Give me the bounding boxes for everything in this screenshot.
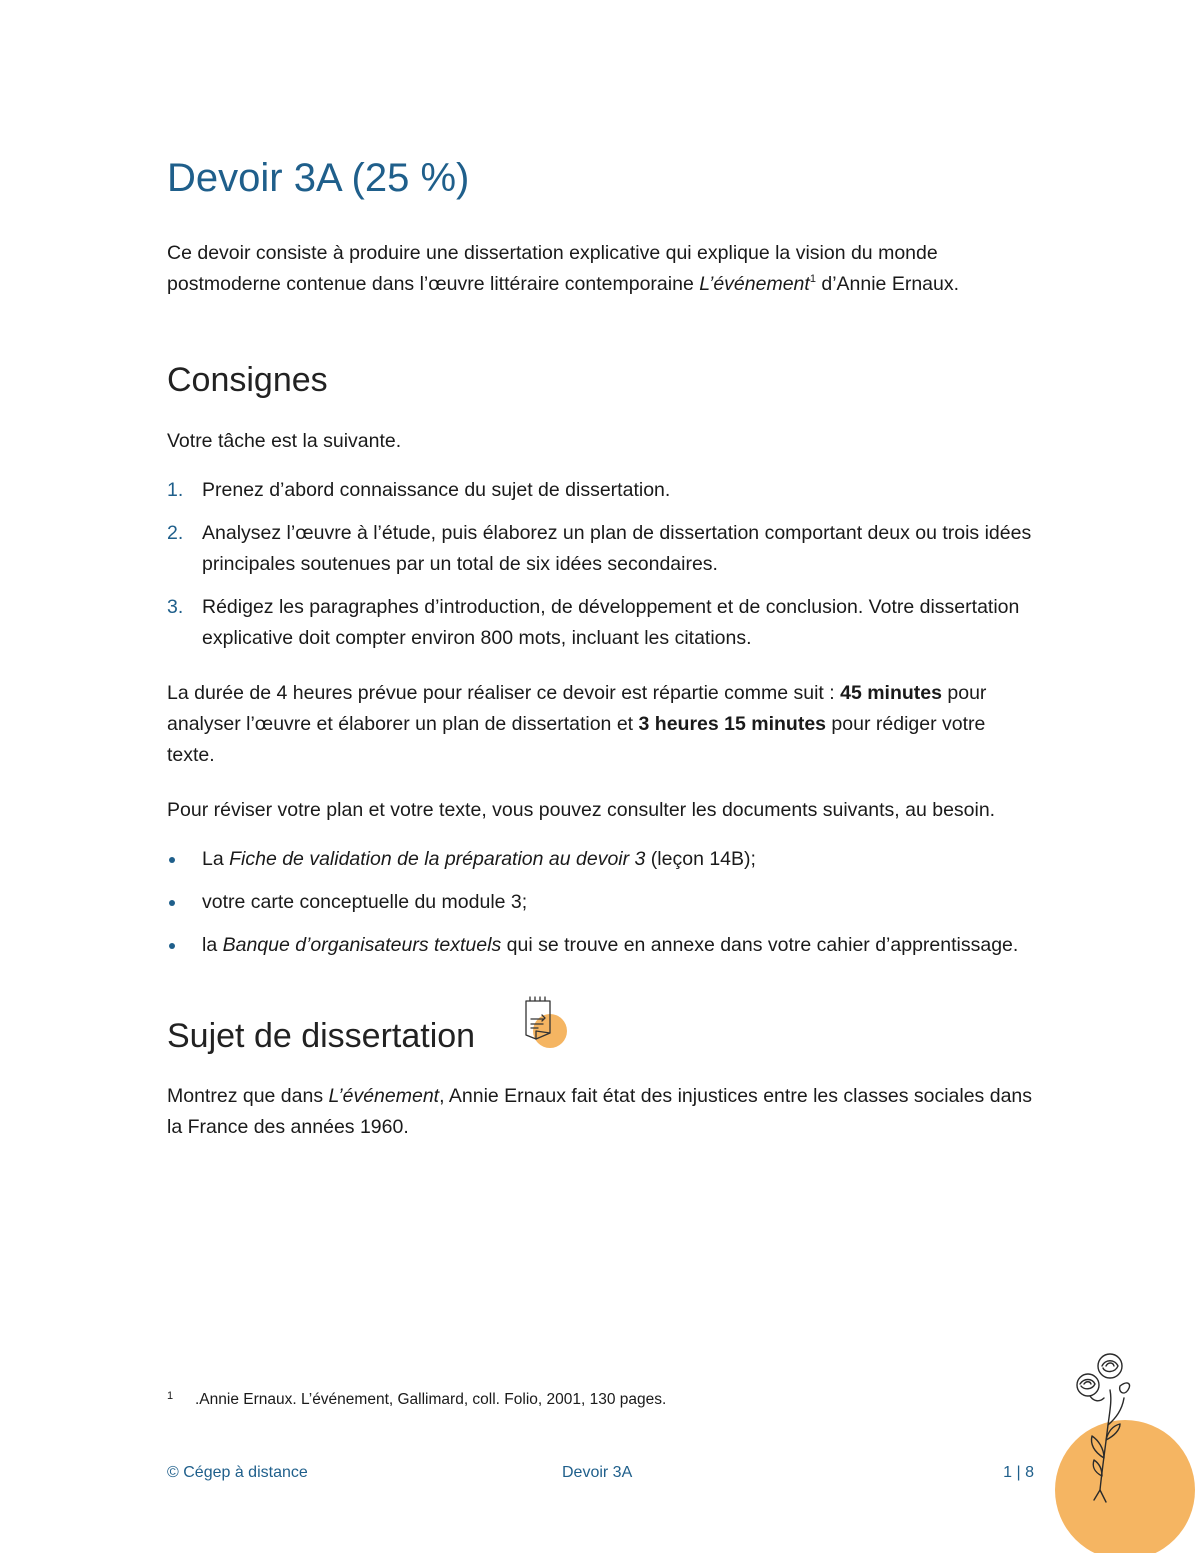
bullet-icon (169, 943, 175, 949)
step-number: 3. (167, 596, 184, 618)
document-content (167, 150, 1037, 1143)
bullet-icon (169, 900, 175, 906)
step-text: Rédigez les paragraphes d’introduction, de développement et de conclusion. Votre dissertation explicative doit compter environ 800 mots, incluant les citations. (202, 596, 1020, 649)
steps-list (167, 475, 1037, 654)
step-number: 1. (167, 479, 184, 501)
footer-page-number: 1 | 8 (1003, 1464, 1034, 1481)
step-item (167, 475, 1037, 506)
step-text: Prenez d’abord connaissance du sujet de dissertation. (202, 479, 671, 501)
review-lead: Pour réviser votre plan et votre texte, vous pouvez consulter les documents suivants, au besoin. (167, 799, 996, 821)
flower-decoration (1050, 1340, 1200, 1553)
sujet-paragraph: Montrez que dans L’événement, Annie Ernaux fait état des injustices entre les classes sociales dans la France des années 1960. (167, 1085, 1033, 1138)
intro-paragraph: Ce devoir consiste à produire une dissertation explicative qui explique la vision du monde postmoderne contenue dans l’œuvre littéraire contemporaine L’événement$^1$ d’Annie Ernaux. (167, 242, 960, 295)
footer-doc-title: Devoir 3A (562, 1464, 633, 1481)
bullet-icon (169, 857, 175, 863)
sujet-heading: Sujet de dissertation (167, 1017, 476, 1055)
footnote-text: .Annie Ernaux. L’événement, Gallimard, coll. Folio, 2001, 130 pages. (195, 1391, 667, 1408)
documents-list (167, 844, 1037, 961)
footnote-ref[interactable]: 1 (809, 273, 816, 285)
duration-paragraph: La durée de 4 heures prévue pour réaliser ce devoir est répartie comme suit : 45 minutes pour analyser l’œuvre et élaborer un plan de dissertation et 3 heures 15 minutes pour rédiger votre texte. (167, 682, 987, 766)
footer-copyright: © Cégep à distance (167, 1464, 308, 1481)
step-item (167, 518, 1037, 580)
notepad-icon (514, 995, 570, 1051)
consignes-lead: Votre tâche est la suivante. (167, 430, 402, 452)
consignes-heading: Consignes (167, 361, 328, 399)
step-number: 2. (167, 522, 184, 544)
sujet-heading-wrap (167, 1013, 475, 1059)
page-footer (167, 1461, 1037, 1485)
work-title: L’événement (699, 273, 810, 295)
footnote (167, 1389, 666, 1411)
step-text: Analysez l’œuvre à l’étude, puis élaborez un plan de dissertation comportant deux ou trois idées principales soutenues par un total de six idées secondaires. (202, 522, 1032, 575)
step-item (167, 592, 1037, 654)
footnote-mark: 1 (167, 1390, 174, 1402)
document-item: votre carte conceptuelle du module 3; (167, 887, 1037, 918)
document-item: La Fiche de validation de la préparation au devoir 3 (leçon 14B); (167, 844, 1037, 875)
page-title: Devoir 3A (25 %) (167, 156, 470, 200)
document-item: la Banque d’organisateurs textuels qui se trouve en annexe dans votre cahier d’apprentissage. (167, 930, 1037, 961)
